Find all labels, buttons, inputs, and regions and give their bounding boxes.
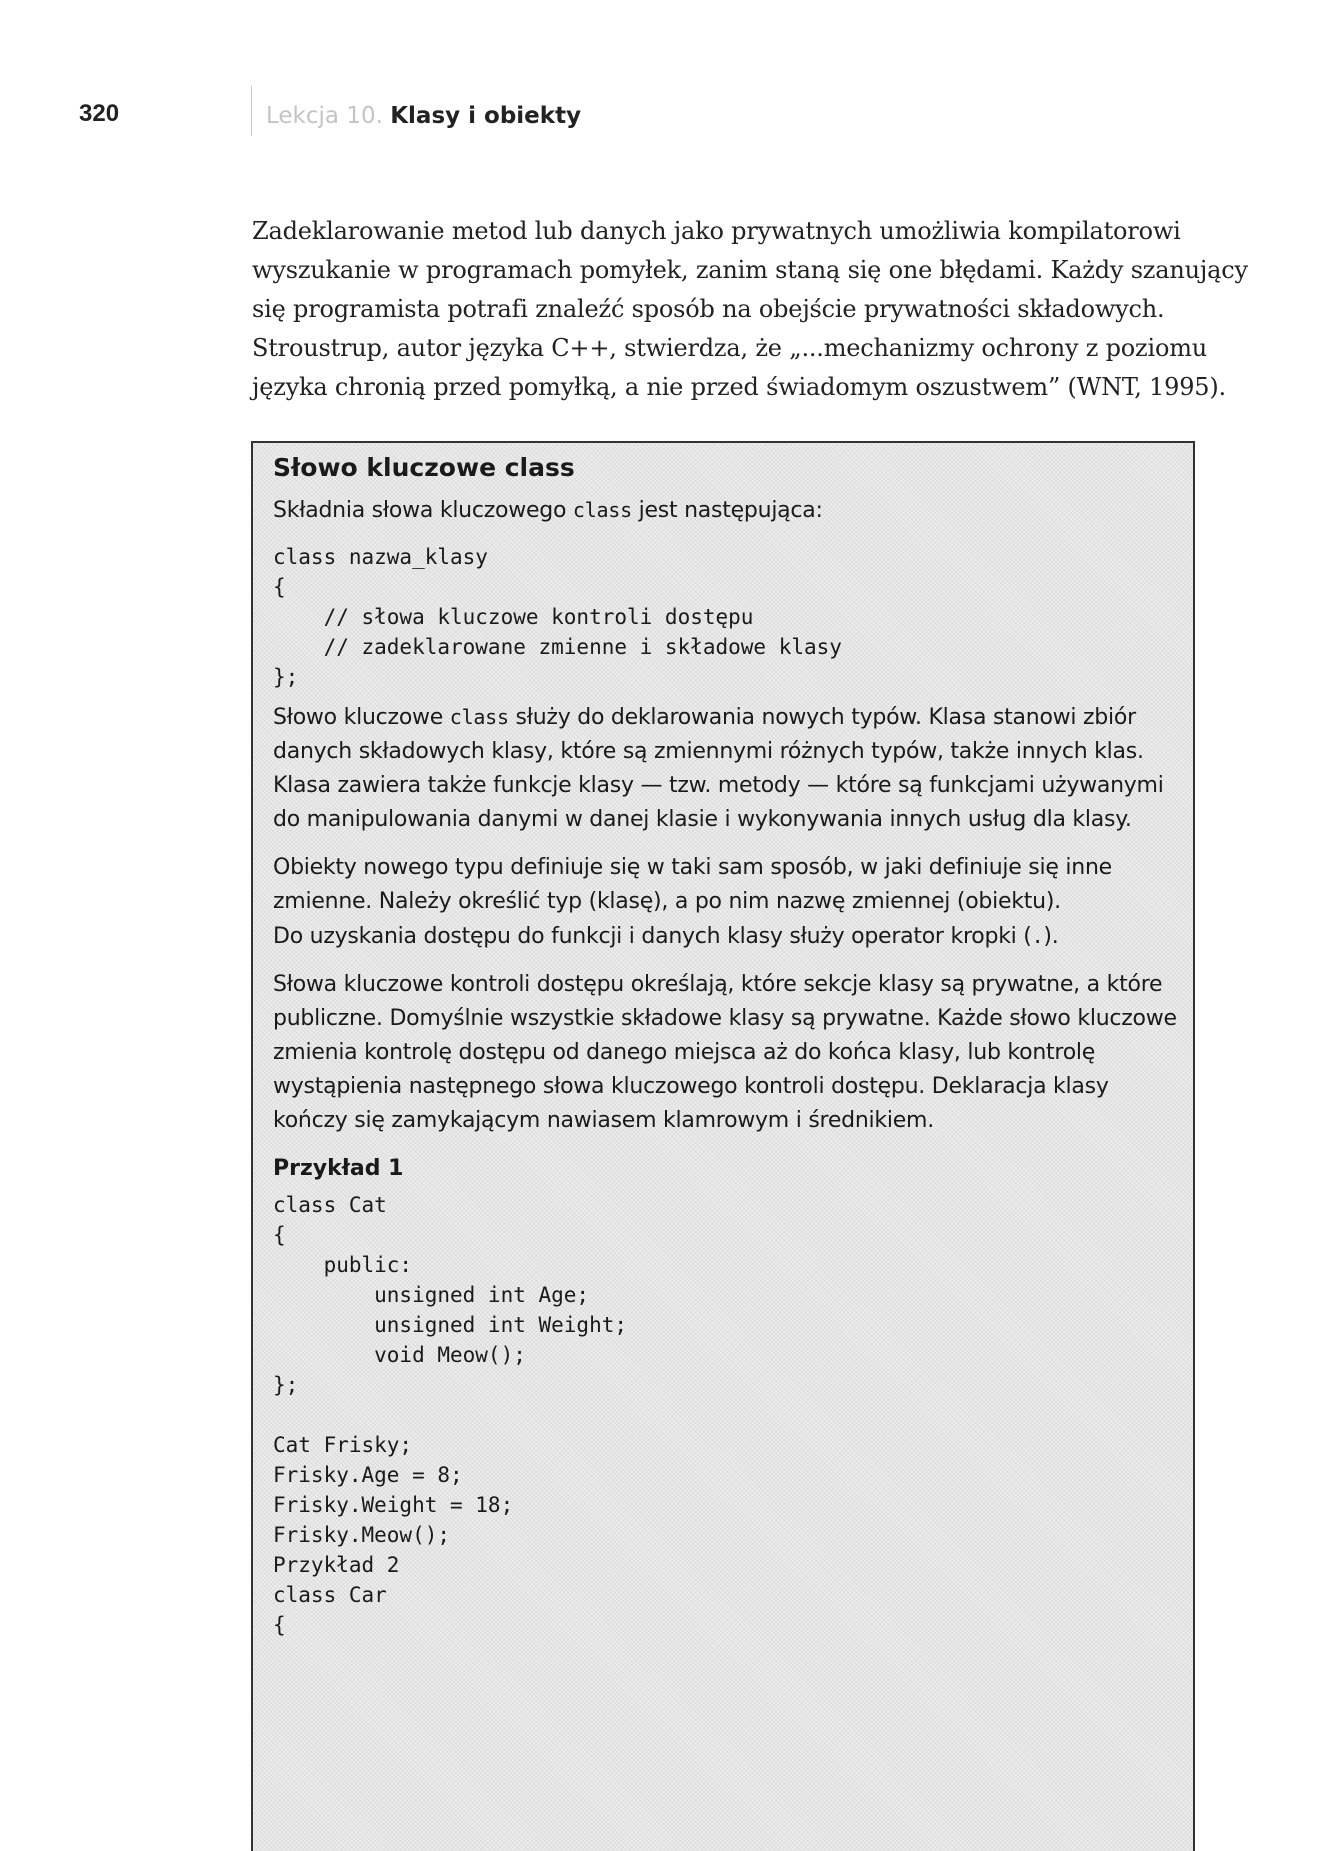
paragraph-line: zmienne. Należy określić typ (klasę), a po nim nazwę zmiennej (obiektu). xyxy=(273,889,1061,914)
example-heading: Przykład 1 xyxy=(273,1156,404,1181)
intro-line: Stroustrup, autor języka C++, stwierdza, że „...mechanizmy ochrony z poziomu xyxy=(252,334,1208,362)
paragraph-text: służy do deklarowania nowych typów. Klasa stanowi zbiór xyxy=(508,705,1136,730)
syntax-code-block: class nazwa_klasy { // słowa kluczowe kontroli dostępu // zadeklarowane zmienne i składowe klasy }; xyxy=(273,545,842,689)
intro-line: wyszukanie w programach pomyłek, zanim staną się one błędami. Każdy szanujący xyxy=(252,256,1248,284)
inline-code: class xyxy=(449,705,509,729)
example-code-block: class Cat { public: unsigned int Age; unsigned int Weight; void Meow(); }; Cat Frisky; Frisky.Age = 8; Frisky.Weight = 18; Frisky.Meow(); Przykład 2 class Car { xyxy=(273,1193,628,1637)
paragraph-line xyxy=(273,700,1173,735)
syntax-intro-text: jest następująca: xyxy=(631,498,823,523)
intro-line: Zadeklarowanie metod lub danych jako prywatnych umożliwia kompilatorowi xyxy=(252,217,1181,245)
header-divider xyxy=(251,86,252,136)
syntax-sidebar-box xyxy=(251,441,1195,1851)
inline-code: . xyxy=(1031,924,1044,948)
syntax-intro xyxy=(273,493,1173,528)
paragraph-line: Klasa zawiera także funkcje klasy — tzw. metody — które są funkcjami używanymi xyxy=(273,773,1164,798)
paragraph-line: do manipulowania danymi w danej klasie i wykonywania innych usług dla klasy. xyxy=(273,807,1132,832)
paragraph-line: wystąpienia następnego słowa kluczowego kontroli dostępu. Deklaracja klasy xyxy=(273,1074,1109,1099)
chapter-title: Klasy i obiekty xyxy=(390,103,582,129)
paragraph-text: ). xyxy=(1043,924,1059,949)
sidebar-title: Słowo kluczowe class xyxy=(273,453,575,482)
paragraph-line: publiczne. Domyślnie wszystkie składowe klasy są prywatne. Każde słowo kluczowe xyxy=(273,1006,1177,1031)
paragraph-text: Słowo kluczowe xyxy=(273,705,450,730)
access-control-paragraph xyxy=(273,968,1177,1138)
inline-code: class xyxy=(572,498,632,522)
running-header xyxy=(266,103,581,129)
intro-paragraph xyxy=(252,212,1248,407)
paragraph-text: Do uzyskania dostępu do funkcji i danych klasy służy operator kropki ( xyxy=(273,924,1032,949)
paragraph-line: Obiekty nowego typu definiuje się w taki sam sposób, w jaki definiuje się inne xyxy=(273,855,1112,880)
paragraph-line: danych składowych klasy, które są zmiennymi różnych typów, także innych klas. xyxy=(273,739,1144,764)
paragraph-line: zmienia kontrolę dostępu od danego miejsca aż do końca klasy, lub kontrolę xyxy=(273,1040,1096,1065)
paragraph-line: Słowa kluczowe kontroli dostępu określają, które sekcje klasy są prywatne, a które xyxy=(273,972,1163,997)
paragraph-line: kończy się zamykającym nawiasem klamrowym i średnikiem. xyxy=(273,1108,934,1133)
objects-paragraph xyxy=(273,851,1173,954)
sidebar-content xyxy=(273,451,1177,1648)
paragraph-line xyxy=(273,919,1173,954)
lesson-label: Lekcja 10. xyxy=(266,103,383,129)
page-number: 320 xyxy=(79,100,120,127)
intro-line: języka chronią przed pomyłką, a nie przed świadomym oszustwem” (WNT, 1995). xyxy=(252,373,1226,401)
syntax-intro-text: Składnia słowa kluczowego xyxy=(273,498,573,523)
class-description-paragraph xyxy=(273,700,1173,837)
intro-line: się programista potrafi znaleźć sposób na obejście prywatności składowych. xyxy=(252,295,1165,323)
